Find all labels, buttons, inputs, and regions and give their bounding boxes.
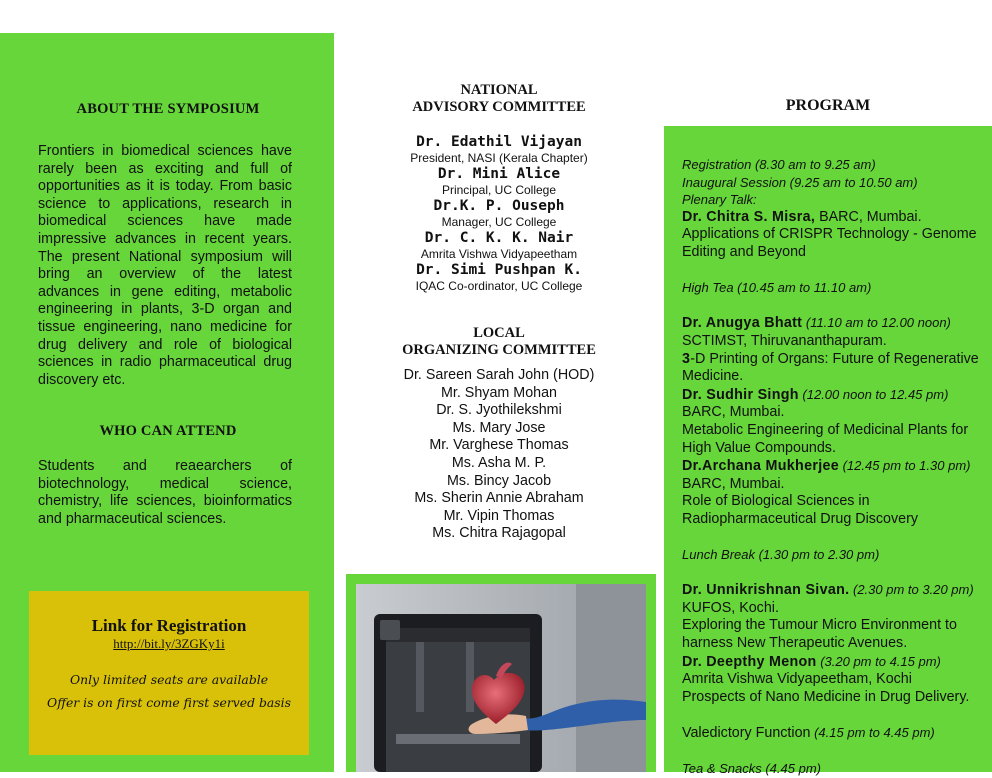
printer-photo	[356, 584, 646, 772]
speaker-org: KUFOS, Kochi.	[682, 599, 779, 616]
registration-title: Link for Registration	[91, 616, 247, 635]
speaker-name: Dr. Anugya Bhatt	[682, 315, 803, 332]
about-text: Frontiers in biomedical sciences have rarely been as exciting and full of opportunities as it is today. From basic science to applications, research in biomedical sciences have made impressive advances in recent years. The present National symposium will bring an overview of the latest advances in gene editing, metabolic engineering in plants, 3-D organ and tissue engineering, nano medicine for drug delivery and role of biological sciences in radio pharmaceutical drug discovery etc.	[38, 143, 292, 388]
local-title-1: LOCAL	[473, 325, 525, 341]
program-valedictory	[682, 724, 990, 743]
national-title-1: NATIONAL	[460, 82, 538, 98]
printer-photo-frame	[346, 574, 656, 772]
talk-topic: Prospects of Nano Medicine in Drug Delivery.	[682, 688, 970, 705]
speaker-org: BARC, Mumbai.	[682, 475, 785, 492]
national-member-name: Dr. C. K. K. Nair	[424, 230, 574, 246]
program-registration: Registration (8.30 am to 9.25 am)	[682, 157, 876, 172]
talk-topic-text: -D Printing of Organs: Future of Regenerative Medicine.	[682, 350, 979, 385]
local-member: Ms. Chitra Rajagopal	[432, 525, 566, 542]
talk-time: (12.00 noon to 12.45 pm)	[798, 386, 949, 402]
program-talk-6	[682, 653, 990, 672]
valedictory-time: (4.15 pm to 4.45 pm)	[810, 725, 935, 740]
local-member: Dr. Sareen Sarah John (HOD)	[403, 367, 595, 383]
national-committee-list	[334, 134, 664, 294]
program-talk-2	[682, 314, 990, 333]
attend-text: Students and reaearchers of biotechnology, medical science, chemistry, life sciences, bioinformatics and pharmaceutical sciences.	[38, 458, 292, 527]
talk-time: (12.45 pm to 1.30 pm)	[838, 458, 971, 474]
speaker-org: SCTIMST, Thiruvananthapuram.	[682, 332, 887, 349]
program-plenary: Plenary Talk:	[682, 192, 757, 208]
national-member-role: Amrita Vishwa Vidyapeetham	[420, 247, 578, 261]
talk-topic: Exploring the Tumour Micro Environment to harness New Therapeutic Avenues.	[682, 617, 957, 652]
national-member-role: Principal, UC College	[441, 183, 557, 197]
local-member: Ms. Mary Jose	[452, 419, 546, 436]
speaker-name: Dr. Deepthy Menon	[682, 653, 817, 670]
talk-topic: Role of Biological Sciences in Radiopharmaceutical Drug Discovery	[682, 493, 918, 527]
national-member-name: Dr. Edathil Vijayan	[416, 134, 582, 150]
local-member: Mr. Varghese Thomas	[429, 437, 569, 454]
speaker-org: Amrita Vishwa Vidyapeetham, Kochi	[682, 671, 912, 688]
national-member-name: Dr. Simi Pushpan K.	[416, 262, 582, 278]
program-talk-4	[682, 457, 990, 476]
program-inaugural: Inaugural Session (9.25 am to 10.50 am)	[682, 174, 918, 190]
about-title: ABOUT THE SYMPOSIUM	[76, 101, 260, 117]
local-member: Ms. Sherin Annie Abraham	[414, 490, 584, 507]
registration-note-offer: Offer is on first come first served basis	[47, 695, 291, 710]
local-title-2: ORGANIZING COMMITTEE	[402, 342, 596, 358]
program-talk-5	[682, 581, 990, 600]
local-member: Mr. Shyam Mohan	[440, 384, 557, 401]
talk-topic: Metabolic Engineering of Medicinal Plants for High Value Compounds.	[682, 421, 969, 456]
speaker-name: Dr. Chitra S. Misra,	[682, 208, 816, 225]
talk-time: (2.30 pm to 3.20 pm)	[849, 582, 974, 598]
talk-topic	[682, 351, 990, 386]
program-talk-3	[682, 386, 990, 405]
attend-title: WHO CAN ATTEND	[99, 423, 237, 439]
speaker-name: Dr. Unnikrishnan Sivan.	[682, 582, 850, 599]
program-talk-1	[682, 209, 990, 227]
national-title-2: ADVISORY COMMITTEE	[412, 99, 586, 115]
program-hightea: High Tea (10.45 am to 11.10 am)	[682, 280, 872, 296]
program-tea: Tea & Snacks (4.45 pm)	[682, 761, 821, 777]
registration-box	[29, 591, 309, 755]
national-member-name: Dr. Mini Alice	[437, 166, 561, 182]
local-committee-list	[334, 367, 664, 543]
national-member-role: Manager, UC College	[441, 215, 557, 229]
local-member: Ms. Asha M. P.	[451, 454, 547, 471]
national-member-name: Dr.K. P. Ouseph	[433, 198, 565, 214]
speaker-org: BARC, Mumbai.	[815, 208, 922, 225]
speaker-name: Dr.Archana Mukherjee	[682, 458, 839, 475]
program-schedule	[682, 156, 990, 778]
registration-link[interactable]: http://bit.ly/3ZGKy1i	[113, 636, 225, 651]
speaker-org: BARC, Mumbai.	[682, 404, 785, 421]
local-member: Dr. S. Jyothilekshmi	[436, 402, 562, 419]
program-lunch: Lunch Break (1.30 pm to 2.30 pm)	[682, 547, 880, 563]
speaker-name: Dr. Sudhir Singh	[682, 386, 799, 403]
program-panel	[664, 126, 992, 777]
local-member: Ms. Bincy Jacob	[446, 472, 552, 489]
talk-topic-prefix: 3	[682, 350, 691, 367]
local-member: Mr. Vipin Thomas	[443, 507, 555, 524]
talk-time: (3.20 pm to 4.15 pm)	[816, 653, 941, 669]
3d-printer-heart-illustration	[356, 584, 646, 772]
talk-time: (11.10 am to 12.00 noon)	[802, 315, 951, 331]
national-member-role: IQAC Co-ordinator, UC College	[415, 279, 583, 293]
talk-topic: Applications of CRISPR Technology - Genome Editing and Beyond	[682, 226, 977, 260]
national-member-role: President, NASI (Kerala Chapter)	[410, 151, 588, 165]
valedictory-label: Valedictory Function	[682, 725, 811, 741]
registration-note-seats: Only limited seats are available	[69, 672, 269, 687]
program-title: PROGRAM	[785, 97, 871, 114]
